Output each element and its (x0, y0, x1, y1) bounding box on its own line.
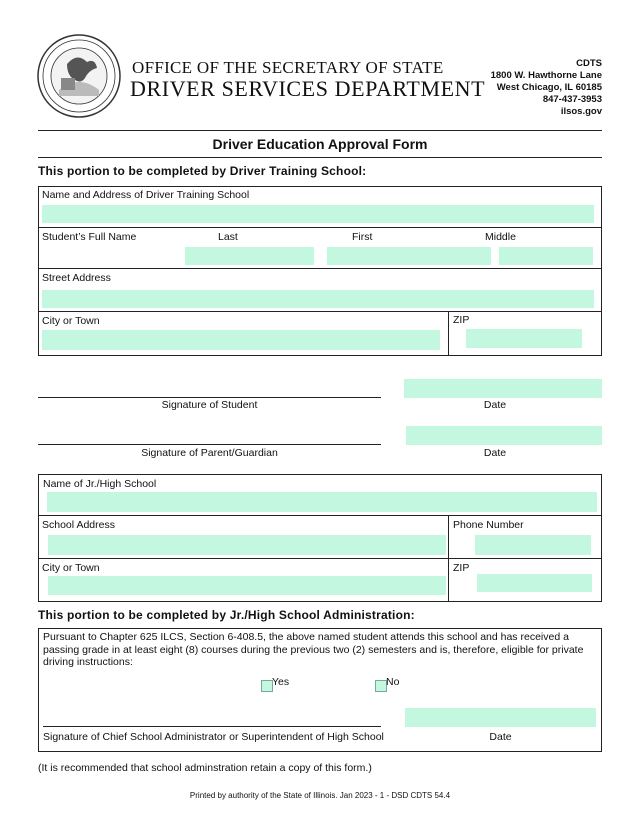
school-address-input[interactable] (48, 535, 446, 555)
yes-label: Yes (272, 676, 290, 688)
parent-date-label: Date (483, 447, 507, 459)
high-school-zip-label: ZIP (453, 562, 470, 574)
admin-signature-label: Signature of Chief School Administrator or Superintendent of High School (43, 731, 384, 743)
student-date-label: Date (483, 399, 507, 411)
department-title: DRIVER SERVICES DEPARTMENT (130, 76, 486, 101)
eligibility-statement: Pursuant to Chapter 625 ILCS, Section 6-408.5, the above named student attends this school and has received a passing grade in at least eight (8) courses during the previous two (2) semesters and is, therefore, eligible for private driving instructions: (43, 631, 584, 668)
middle-name-label: Middle (485, 231, 516, 243)
first-name-input[interactable] (327, 247, 491, 265)
student-signature-label: Signature of Student (161, 399, 258, 411)
last-name-input[interactable] (185, 247, 314, 265)
admin-section-title: This portion to be completed by Jr./High School Administration: (38, 608, 415, 622)
admin-date-input[interactable] (405, 708, 596, 727)
city-input[interactable] (42, 330, 440, 350)
address-street: 1800 W. Hawthorne Lane (490, 70, 602, 81)
illinois-state-seal-icon (37, 34, 121, 118)
city-label: City or Town (42, 315, 100, 327)
student-signature-line[interactable] (38, 397, 381, 398)
middle-name-input[interactable] (499, 247, 593, 265)
phone-number-label: Phone Number (453, 519, 524, 531)
row-divider (38, 558, 602, 559)
row-divider (38, 515, 602, 516)
zip-label: ZIP (453, 314, 470, 326)
footer-text: Printed by authority of the State of Illinois. Jan 2023 - 1 - DSD CDTS 54.4 (189, 791, 451, 800)
high-school-name-label: Name of Jr./High School (43, 478, 157, 490)
office-title: OFFICE OF THE SECRETARY OF STATE (132, 58, 444, 77)
admin-date-label: Date (489, 731, 512, 743)
street-address-input[interactable] (42, 290, 594, 308)
high-school-zip-input[interactable] (477, 574, 592, 592)
high-school-city-label: City or Town (42, 562, 100, 574)
parent-signature-label: Signature of Parent/Guardian (141, 447, 278, 459)
column-divider (448, 515, 449, 601)
title-top-rule (38, 130, 602, 131)
address-website: ilsos.gov (560, 106, 602, 117)
address-org: CDTS (576, 58, 602, 69)
first-name-label: First (352, 231, 373, 243)
student-date-input[interactable] (404, 379, 602, 398)
address-city: West Chicago, IL 60185 (496, 82, 602, 93)
parent-signature-line[interactable] (38, 444, 381, 445)
retain-copy-note: (It is recommended that school adminstration retain a copy of this form.) (38, 762, 372, 774)
row-divider (38, 268, 602, 269)
high-school-city-input[interactable] (48, 576, 446, 595)
no-label: No (386, 676, 400, 688)
last-name-label: Last (218, 231, 238, 243)
column-divider (448, 311, 449, 355)
school-address-label: School Address (42, 519, 115, 531)
phone-number-input[interactable] (475, 535, 591, 555)
school-section-title: This portion to be completed by Driver Training School: (38, 164, 367, 178)
street-address-label: Street Address (42, 272, 111, 284)
form-title: Driver Education Approval Form (212, 136, 428, 152)
high-school-name-input[interactable] (47, 492, 597, 512)
office-address (491, 58, 602, 118)
address-phone: 847-437-3953 (542, 94, 602, 105)
row-divider (38, 311, 602, 312)
admin-signature-line[interactable] (43, 726, 381, 727)
row-divider (38, 227, 602, 228)
title-bottom-rule (38, 157, 602, 158)
parent-date-input[interactable] (406, 426, 602, 445)
student-name-label: Student’s Full Name (42, 231, 137, 243)
zip-input[interactable] (466, 329, 582, 348)
training-school-input[interactable] (42, 205, 594, 223)
training-school-label: Name and Address of Driver Training School (42, 189, 250, 201)
